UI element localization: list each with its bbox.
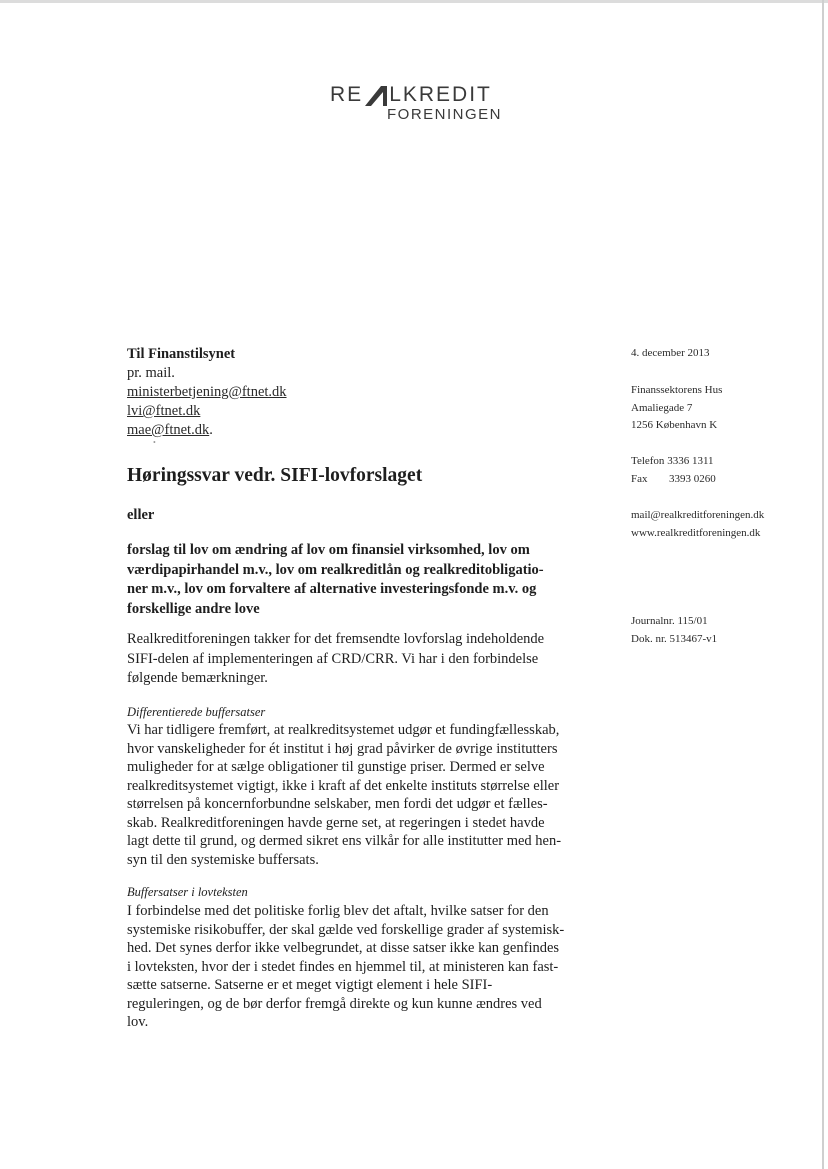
page-top-edge — [0, 0, 828, 3]
logo-text-lkredit: LKREDIT — [389, 83, 492, 106]
section-body-differentierede — [127, 721, 597, 869]
phone-label: Telefon — [631, 455, 665, 467]
reference-block — [631, 613, 717, 648]
letter-subtitle — [127, 541, 587, 619]
logo-top-line — [330, 83, 492, 107]
intro-line: Realkreditforeningen takker for det fremsendte lovforslag indeholdende — [127, 631, 545, 647]
body-line: systemiske risikobuffer, der skal gælde ved forskellige grader af systemisk- — [127, 921, 565, 938]
logo-text-foreningen: FORENINGEN — [387, 106, 503, 123]
logo-a-mark-icon — [365, 86, 387, 106]
intro-line: følgende bemærkninger. — [127, 670, 268, 686]
address-line: 1256 København K — [631, 419, 718, 431]
sender-phone-block — [631, 453, 716, 488]
body-line: hvor vanskeligheder for ét institut i høj grad påvirker de øvrige institutters — [127, 740, 558, 757]
sender-web-block — [631, 507, 764, 542]
subtitle-line: forskellige andre love — [127, 600, 260, 617]
sender-address — [631, 382, 722, 435]
realkreditforeningen-logo — [330, 83, 530, 125]
body-line: realkreditsystemet vigtigt, ikke i kraft af det enkelte instituts størrelse eller — [127, 777, 560, 794]
body-line: syn til den systemiske buffersats. — [127, 851, 319, 868]
scan-speck: • — [153, 438, 156, 447]
address-line: Amaliegade 7 — [631, 401, 693, 414]
document-number: Dok. nr. 513467-v1 — [631, 632, 718, 645]
email-link-lvi[interactable]: lvi@ftnet.dk — [127, 403, 201, 419]
subtitle-line: værdipapirhandel m.v., lov om realkreditlån og realkreditobligatio- — [127, 561, 544, 578]
addressee-block — [127, 345, 287, 440]
body-line: skab. Realkreditforeningen havde gerne set, at regeringen i stedet havde — [127, 814, 545, 831]
sender-website[interactable]: www.realkreditforeningen.dk — [631, 526, 761, 539]
fax-label: Fax — [631, 472, 648, 485]
email-link-ministerbetjening[interactable]: ministerbetjening@ftnet.dk — [127, 384, 287, 400]
phone-number: 3336 1311 — [667, 455, 714, 467]
letter-eller: eller — [127, 507, 155, 523]
letter-date: 4. december 2013 — [631, 347, 710, 359]
logo-text-re: RE — [330, 83, 364, 106]
body-line: reguleringen, og de bør derfor fremgå direkte og kun kunne ændres ved — [127, 995, 542, 1012]
body-line: lagt dette til grund, og dermed sikret ens vilkår for alle institutter med hen- — [127, 833, 562, 849]
recipient: Til Finanstilsynet — [127, 346, 236, 362]
section-heading-buffersatser: Buffersatser i lovteksten — [127, 885, 248, 899]
page-right-edge — [822, 0, 824, 1169]
email-link-mae[interactable]: mae@ftnet.dk — [127, 422, 210, 438]
journal-number: Journalnr. 115/01 — [631, 615, 708, 627]
address-line: Finanssektorens Hus — [631, 384, 723, 396]
body-line: lov. — [127, 1014, 149, 1030]
body-line: muligheder for at sælge obligationer til gunstige priser. Dermed er selve — [127, 759, 545, 775]
body-line: sætte satserne. Satserne er et meget vigtigt element i hele SIFI- — [127, 977, 493, 993]
fax-number: 3393 0260 — [669, 472, 716, 485]
subtitle-line: forslag til lov om ændring af lov om finansiel virksomhed, lov om — [127, 542, 530, 558]
section-heading-differentierede: Differentierede buffersatser — [127, 705, 266, 719]
body-line: hed. Det synes derfor ikke velbegrundet, at disse satser ikke kan genfindes — [127, 940, 560, 956]
trailing-dot: . — [209, 422, 213, 438]
intro-paragraph — [127, 630, 587, 689]
body-line: I forbindelse med det politiske forlig blev det aftalt, hvilke satser for den — [127, 903, 549, 919]
intro-line: SIFI-delen af implementeringen af CRD/CRR. Vi har i den forbindelse — [127, 650, 539, 667]
section-body-buffersatser — [127, 902, 597, 1032]
letter-title: Høringssvar vedr. SIFI-lovforslaget — [127, 465, 423, 486]
subtitle-line: ner m.v., lov om forvaltere af alternative investeringsfonde m.v. og — [127, 581, 537, 597]
body-line: Vi har tidligere fremført, at realkreditsystemet udgør et fundingfællesskab, — [127, 722, 560, 738]
sender-email[interactable]: mail@realkreditforeningen.dk — [631, 509, 765, 521]
body-line: i lovteksten, hvor der i stedet findes en hjemmel til, at ministeren kan fast- — [127, 958, 559, 975]
body-line: størrelsen på koncernforbundne selskaber, men fordi det udgør et fælles- — [127, 796, 548, 812]
delivery-method: pr. mail. — [127, 365, 175, 381]
